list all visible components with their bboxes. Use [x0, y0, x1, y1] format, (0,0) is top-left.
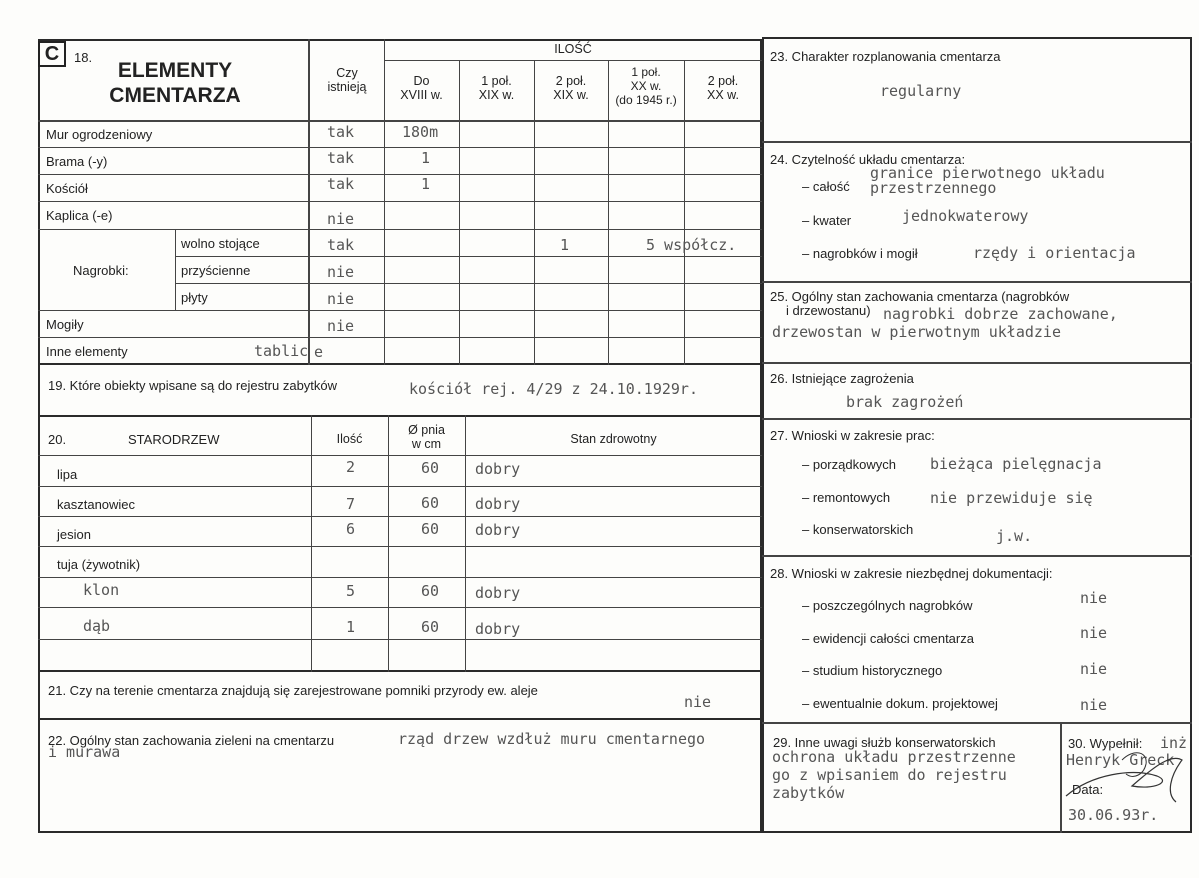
- trees-col-health: Stan zdrowotny: [570, 432, 657, 446]
- tree-diameter: 60: [421, 520, 440, 538]
- tree-name: kasztanowiec: [57, 497, 136, 512]
- q22-answer-cont: i murawa: [48, 743, 121, 761]
- exists-value: nie: [327, 210, 355, 228]
- q29-answer: ochrona układu przestrzenne: [772, 748, 1016, 766]
- period-value: 5 współcz.: [646, 236, 737, 254]
- row-label: przyścienne: [181, 263, 251, 278]
- q19-answer: kościół rej. 4/29 z 24.10.1929r.: [409, 380, 698, 398]
- row-label: płyty: [181, 290, 208, 305]
- q23-label: 23. Charakter rozplanowania cmentarza: [770, 49, 1001, 64]
- tree-health: dobry: [475, 521, 521, 539]
- q24-whole-answer-cont: przestrzennego: [870, 179, 997, 197]
- q26-label: 26. Istniejące zagrożenia: [770, 371, 914, 386]
- q24-label: 24. Czytelność układu cmentarza:: [770, 152, 966, 167]
- q21-answer: nie: [684, 693, 712, 711]
- section-number: 18.: [74, 50, 93, 65]
- q30-filled-by: inż: [1160, 734, 1188, 752]
- row-label: wolno stojące: [181, 236, 260, 251]
- section-letter: C: [38, 41, 66, 67]
- col-period-header: 2 poł. XX w.: [707, 74, 739, 102]
- q27-order-answer: bieżąca pielęgnacja: [930, 455, 1102, 473]
- row-label: Mur ogrodzeniowy: [46, 127, 153, 142]
- row-label: Brama (-y): [46, 154, 108, 169]
- tree-count: 6: [346, 520, 356, 538]
- row-label: Inne elementy: [46, 344, 128, 359]
- q23-answer: regularny: [880, 82, 962, 100]
- row-label: Kaplica (-e): [46, 208, 113, 223]
- exists-value: e: [314, 343, 324, 361]
- tree-count: 1: [346, 618, 356, 636]
- exists-value: tak: [327, 175, 355, 193]
- section-title-line1: ELEMENTY: [117, 59, 233, 82]
- period-value: 180m: [402, 123, 439, 141]
- q25-label-cont: i drzewostanu): [786, 303, 871, 318]
- signature-scribble: [1062, 724, 1190, 831]
- tree-name: lipa: [57, 467, 78, 482]
- trees-section-number: 20.: [48, 432, 67, 447]
- col-period-header: Do XVIII w.: [400, 74, 443, 102]
- q30-cell: [1062, 724, 1190, 831]
- row-label: Kościół: [46, 181, 88, 196]
- tree-diameter: 60: [421, 582, 440, 600]
- q22-label: 22. Ogólny stan zachowania zieleni na cmentarzu: [48, 733, 335, 748]
- q27-conserv-answer: j.w.: [996, 527, 1033, 545]
- other-elements-note: tablic: [254, 342, 309, 360]
- q24-graves-label: – nagrobków i mogił: [802, 246, 918, 261]
- q28-item-answer: nie: [1080, 624, 1108, 642]
- col-amount-header: ILOŚĆ: [554, 42, 592, 56]
- q25-answer-cont: drzewostan w pierwotnym układzie: [772, 323, 1061, 341]
- q27-conserv-label: – konserwatorskich: [802, 522, 914, 537]
- q22-answer: rząd drzew wzdłuż muru cmentarnego: [398, 730, 706, 748]
- q30-label: 30. Wypełnił:: [1068, 736, 1143, 751]
- q28-label: 28. Wnioski w zakresie niezbędnej dokumentacji:: [770, 566, 1053, 581]
- tree-name: tuja (żywotnik): [57, 557, 141, 572]
- q25-answer: nagrobki dobrze zachowane,: [883, 305, 1118, 323]
- period-value: 1: [421, 149, 431, 167]
- q24-quarters-label: – kwater: [802, 213, 852, 228]
- q28-item-label: – ewentualnie dokum. projektowej: [802, 696, 998, 711]
- q26-answer: brak zagrożeń: [846, 393, 964, 411]
- col-period-header: 1 poł. XIX w.: [478, 74, 515, 102]
- q27-repair-answer: nie przewiduje się: [930, 489, 1093, 507]
- q30-date: 30.06.93r.: [1068, 806, 1159, 824]
- q24-graves-answer: rzędy i orientacja: [973, 244, 1136, 262]
- q28-item-label: – poszczególnych nagrobków: [802, 598, 973, 613]
- q28-item-label: – studium historycznego: [802, 663, 943, 678]
- tree-name: dąb: [83, 617, 111, 635]
- period-value: 1: [560, 236, 570, 254]
- q27-order-label: – porządkowych: [802, 457, 896, 472]
- row-label: Mogiły: [46, 317, 84, 332]
- tree-health: dobry: [475, 460, 521, 478]
- tree-health: dobry: [475, 495, 521, 513]
- exists-value: nie: [327, 290, 355, 308]
- exists-value: nie: [327, 317, 355, 335]
- q25-label: 25. Ogólny stan zachowania cmentarza (nagrobków: [770, 289, 1070, 304]
- gravestones-label: Nagrobki:: [73, 263, 129, 278]
- col-period-header: 1 poł. XX w. (do 1945 r.): [615, 65, 677, 107]
- section-title-line2: CMENTARZA: [109, 84, 241, 107]
- q24-quarters-answer: jednokwaterowy: [902, 207, 1029, 225]
- trees-table-frame: [38, 415, 762, 672]
- tree-count: 7: [346, 495, 356, 513]
- exists-value: tak: [327, 123, 355, 141]
- trees-col-count: Ilość: [336, 432, 363, 446]
- col-period-header: 2 poł. XIX w.: [553, 74, 589, 102]
- period-value: 1: [421, 175, 431, 193]
- exists-value: nie: [327, 263, 355, 281]
- exists-value: tak: [327, 149, 355, 167]
- tree-diameter: 60: [421, 618, 440, 636]
- trees-col-diameter: Ø pnia w cm: [408, 423, 445, 451]
- q21-label: 21. Czy na terenie cmentarza znajdują się zarejestrowane pomniki przyrody ew. aleje: [48, 683, 538, 698]
- q27-repair-label: – remontowych: [802, 490, 891, 505]
- q28-item-answer: nie: [1080, 589, 1108, 607]
- q24-whole-answer: granice pierwotnego układu: [870, 164, 1105, 182]
- exists-value: tak: [327, 236, 355, 254]
- q29-answer-cont: zabytków: [772, 784, 845, 802]
- q30-filled-by-name: Henryk Greck: [1066, 751, 1175, 769]
- q28-item-label: – ewidencji całości cmentarza: [802, 631, 974, 646]
- tree-health: dobry: [475, 620, 521, 638]
- q28-item-answer: nie: [1080, 660, 1108, 678]
- q24-whole-label: – całość: [802, 179, 850, 194]
- tree-name: klon: [83, 581, 120, 599]
- q29-answer-cont: go z wpisaniem do rejestru: [772, 766, 1007, 784]
- tree-diameter: 60: [421, 459, 440, 477]
- tree-count: 2: [346, 458, 356, 476]
- tree-count: 5: [346, 582, 356, 600]
- tree-diameter: 60: [421, 494, 440, 512]
- q19-label: 19. Które obiekty wpisane są do rejestru zabytków: [48, 378, 338, 393]
- trees-section-title: STARODRZEW: [128, 432, 220, 447]
- q28-item-answer: nie: [1080, 696, 1108, 714]
- q30-date-label: Data:: [1072, 782, 1104, 797]
- col-exists-header: Czy istnieją: [327, 66, 367, 94]
- tree-health: dobry: [475, 584, 521, 602]
- q29-label: 29. Inne uwagi służb konserwatorskich: [773, 735, 996, 750]
- tree-name: jesion: [57, 527, 91, 542]
- q27-label: 27. Wnioski w zakresie prac:: [770, 428, 935, 443]
